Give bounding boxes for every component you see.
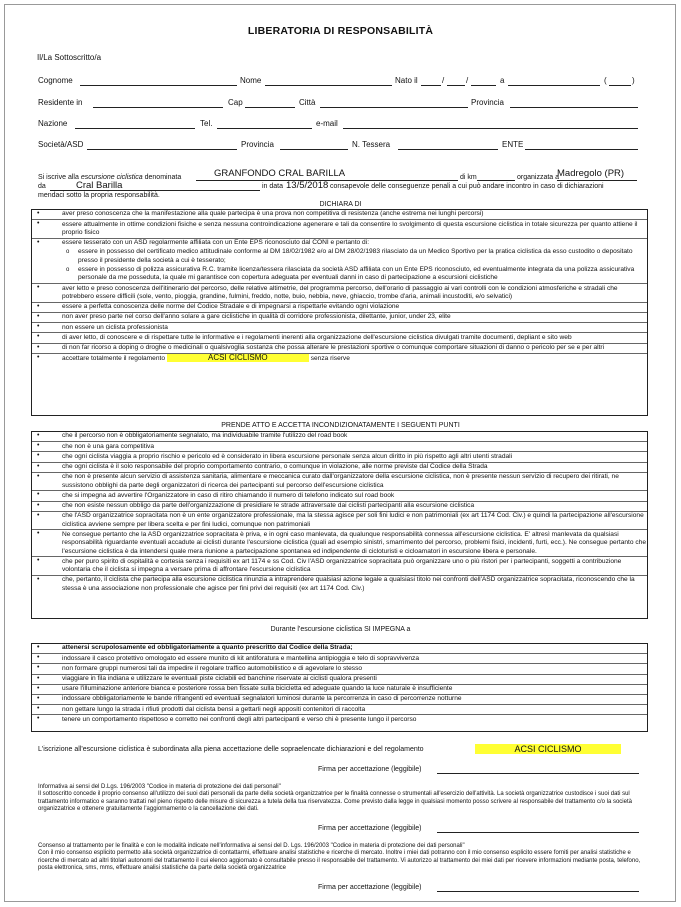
ente-label: ENTE [502, 140, 524, 149]
list-item: • non formare gruppi numerosi tali da impedire il regolare traffico automobilistico e di agevolare lo stesso [32, 664, 647, 674]
email-label: e-mail [316, 119, 338, 128]
provincia2-field[interactable] [280, 149, 348, 150]
residente-field[interactable] [93, 107, 223, 108]
cognome-field[interactable] [80, 85, 237, 86]
privacy-informativa: Informativa ai sensi del D.Lgs. 196/2003 "Codice in materia di protezione dei dati personali" Il sottoscritto concede il proprio consenso all'utilizzo dei suoi dati personali da parte della società organizzatrice per le finalità connesse o strumentali all'esercizio dell'attività. La società organizzatrice custodisce i suoi dati sul trattamento informatico e saranno trattati nel pieno rispetto delle misure di sicurezza a tutela della tua riservatezza. Come previsto dalla legge in qualsiasi momento posso scrivere al responsabile del trattamento c/o la società organizzatrice e ottenere gratuitamente l'aggiornamento o la cancellazione dei dati. [38, 784, 632, 813]
list-item: • indossare obbligatoriamente le bande rifrangenti ed eventuali segnalatori luminosi durante la percorrenza in caso di percorrenze notturne [32, 695, 647, 705]
citta-label: Città [299, 98, 316, 107]
list-item: • non aver preso parte nel corso dell'anno solare a gare ciclistiche in qualità di corridore professionista, dilettante, junior, under 23, elite [32, 313, 647, 323]
ente-field[interactable] [525, 149, 638, 150]
list-item: • che si impegna ad avvertire l'Organizzatore in caso di ritiro chiamando il numero di telefono indicato sul road book [32, 491, 647, 501]
list-item: • essere tesserato con un ASD regolarmente affiliata con un Ente EPS riconosciuto dal CONI e pertanto di: [32, 239, 647, 248]
list-item: • tenere un comportamento rispettoso e corretto nei confronti degli altri partecipanti e verso chi è presente lungo il percorso [32, 715, 647, 724]
list-item: • che ogni ciclista viaggia a proprio rischio e pericolo ed è considerato in libera escursione personale senza alcun diritto in più rispetto agli altri utenti stradali [32, 452, 647, 462]
societa-field[interactable] [87, 149, 237, 150]
list-item: • che, pertanto, il ciclista che partecipa alla escursione ciclistica rinunzia a intraprendere qualsiasi azione legale a qualsiasi titolo nei confronti dell'ASD organizzatrice sopracitata, riconoscendo che la stessa è una associazione non professionale che agisce per fini privi dei requisiti (ex art 1174 Cod. Civ.) [32, 576, 647, 594]
event-name: GRANFONDO CRAL BARILLA [214, 168, 346, 179]
birth-month-field[interactable] [447, 85, 465, 86]
list-item: • che non è una gara competitiva [32, 442, 647, 452]
residente-label: Residente in [38, 98, 83, 107]
event-place: Madregolo (PR) [557, 168, 625, 179]
email-field[interactable] [343, 128, 638, 129]
list-item: • indossare il casco protettivo omologato ed essere munito di kit antiforatura e mantellina antipioggia e telo di sopravvivenza [32, 654, 647, 664]
nato-a-label: a [500, 76, 505, 85]
nazione-label: Nazione [38, 119, 68, 128]
signature-field-1[interactable] [437, 773, 639, 774]
prende-heading: PRENDE ATTO E ACCETTA INCONDIZIONATAMENTE I SEGUENTI PUNTI [221, 422, 460, 429]
nato-il-label: Nato il [395, 76, 418, 85]
organizer-name: Cral Barilla [76, 180, 123, 191]
firma-label-2: Firma per accettazione (leggibile) [318, 825, 422, 832]
dichiara-box [31, 209, 648, 416]
birth-province-field[interactable] [609, 85, 631, 86]
citta-field[interactable] [320, 107, 468, 108]
nazione-field[interactable] [75, 128, 195, 129]
tel-label: Tel. [200, 119, 213, 128]
cognome-label: Cognome [38, 76, 73, 85]
impegna-box [31, 643, 648, 732]
signature-field-2[interactable] [437, 832, 639, 833]
list-item: • che ogni ciclista è il solo responsabile del proprio comportamento contrario, o comunque in violazione, alle norme previste dal Codice della Strada [32, 463, 647, 473]
regolamento-highlight-2: ACSI CICLISMO [475, 744, 621, 754]
list-item: • essere attualmente in ottime condizioni fisiche e senza nessuna controindicazione agenerare e tali da consentire lo svolgimento di questa escursione ciclistica in totale sicurezza per quanto attiene il proprio fisico [32, 220, 647, 239]
list-item: o essere in possesso di polizza assicurativa R.C. tramite licenza/tessera rilasciata da società ASD affiliata con un Ente EPS riconosciuto, ed eventualmente integrata da una polizza assicurativa personale da me posseduta, la quale mi garantisce con copertura adeguata per eventuali danni in caso di partecipazione a escursioni ciclistiche [32, 266, 647, 285]
list-item: • che non è presente alcun servizio di assistenza sanitaria, alimentare e meccanica curato dall'organizzatore della escursione ciclistica, non è presente nessun servizio di recupero dei ritirati, ne sussistono obblighi da parte degli organizzatori di ricerca dei partecipanti sul percorso dell'escursione ciclistica [32, 473, 647, 492]
list-item: • aver preso conoscenza che la manifestazione alla quale partecipa è una prova non competitiva di resistenza (anche estrema nei lunghi percorsi) [32, 210, 647, 220]
list-item: • accettare totalmente il regolamento ACSI CICLISMO senza riserve [32, 354, 647, 364]
nome-field[interactable] [265, 85, 392, 86]
list-item: • che il percorso non è obbligatoriamente segnalato, ma individuabile tramite l'utilizzo del road book [32, 432, 647, 442]
list-item: • Ne consegue pertanto che la ASD organizzatrice sopracitata è priva, e in ogni caso manlevata, da qualunque responsabilità connessa all'escursione ciclistica. E' altresì manlevata da qualsiasi responsabilità riguardante eventuali accadute ai ciclisti durante l'escursione ciclistica (quali ad esempio sinistri, smarrimento del percorso, problemi fisici, incidenti, furti, ecc.). Ne consegue pertanto che l'escursione ciclistica è da intendersi quale mera riunione a partecipazione spontanea ed indipendente di cicloturisti e cicloamatori in escursione libera e personale. [32, 530, 647, 557]
list-item: • attenersi scrupolosamente ed obbligatoriamente a quanto prescritto dal Codice della Strada; [32, 644, 647, 654]
provincia-field[interactable] [510, 107, 638, 108]
list-item: • che per puro spirito di ospitalità e cortesia senza i requisiti ex art 1174 e ss Cod. Civ l'ASD organizzatrice sopracitata può organizzare uno o più ristori per i partecipanti, soggetti a contribuzione volontaria che il ciclista si impegna a versare prima di affrontare l'escursione ciclistica [32, 557, 647, 576]
firma-label-3: Firma per accettazione (leggibile) [318, 884, 422, 891]
list-item: • non gettare lungo la strada i rifiuti prodotti dal ciclista bensì a gettarli negli appositi contenitori di raccolta [32, 705, 647, 715]
cap-label: Cap [228, 98, 243, 107]
km-field[interactable] [477, 180, 515, 181]
societa-label: Società/ASD [38, 140, 84, 149]
prende-box [31, 431, 648, 619]
list-item: • di non far ricorso a doping o droghe o medicinali o qualsivoglia sostanza che possa alterare le prestazioni sportive o comunque comportare situazioni di danno o pericolo per se e per altri [32, 344, 647, 354]
list-item: • di aver letto, di conoscere e di rispettare tutte le informative e i regolamenti inerenti alla organizzazione dell'escursione ciclistica divulgati tramite documenti, depliant e sito web [32, 333, 647, 343]
privacy-consenso: Consenso al trattamento per le finalità e con le modalità indicate nell'informativa ai sensi del D. Lgs. 196/2003 "Codice in materia di protezione dei dati personali" Con il mio consenso esplicito permetto alla società organizzatrice di contattarmi, effettuare analisi statistiche e ricerche di mercato. Inoltre i miei dati potranno con il mio consenso esplicito essere forniti per analisi statistiche e ricerche di mercato ad altri titolari autonomi del trattamento il cui elenco aggiornato è consultabile presso il responsabile del trattamento. Vi autorizzo al trattamento dei miei dati per ricevere informazioni mediante posta, telefono, posta elettronica, sms, mms, effettuare analisi statistiche da parte della società organizzatrice [38, 843, 641, 872]
page-title: LIBERATORIA DI RESPONSABILITÀ [247, 25, 434, 37]
birth-day-field[interactable] [421, 85, 441, 86]
tel-field[interactable] [217, 128, 312, 129]
list-item: • usare l'illuminazione anteriore bianca e posteriore rossa ben fissate sulla bicicletta ed adeguate quando la luce naturale è insufficiente [32, 685, 647, 695]
birthplace-field[interactable] [508, 85, 600, 86]
cap-field[interactable] [245, 107, 295, 108]
firma-label-1: Firma per accettazione (leggibile) [318, 766, 422, 773]
regolamento-highlight: ACSI CICLISMO [167, 354, 309, 362]
list-item: • non essere un ciclista professionista [32, 323, 647, 333]
dichiara-heading: DICHIARA DI [319, 201, 362, 208]
list-item: o essere in possesso del certificato medico attitudinale conforme al DM 18/02/1982 e/o al DM 28/02/1983 rilasciato da un Medico Sportivo per la pratica ciclistica da esso custodito o depositato presso il presidente della società a cui è tesserato; [32, 248, 647, 266]
tessera-field[interactable] [398, 149, 498, 150]
list-item: • che l'ASD organizzatrice sopracitata non è un ente organizzatore professionale, ma la stessa agisce per soli fini ludici e non patrimoniali (ex art 1174 Cod. Civ.) e quindi la partecipazione all'escursione ciclistica avviene sempre per libera scelta e per fini ludici, comunque non patrimoniali [32, 512, 647, 531]
subordinata-text: L'iscrizione all'escursione ciclistica è subordinata alla piena accettazione delle sopraelencate dichiarazioni e del regolamento [38, 746, 424, 753]
list-item: • aver letto e preso conoscenza dell'itinerario del percorso, delle relative altimetrie, del programma percorso, dell'orario di passaggio ai vari controlli con le condizioni atmosferiche e stradali che potrebbero essere difficili (sole, vento, pioggia, grandine, fulmini, freddo, notte, buio, nebbia, neve, ghiaccio, trombe d'aria, animali incustoditi, e/o selvatici) [32, 284, 647, 303]
tessera-label: N. Tessera [352, 140, 391, 149]
birth-year-field[interactable] [471, 85, 496, 86]
intro-label: Il/La Sottoscritto/a [37, 53, 102, 62]
event-date: 13/5/2018 [286, 180, 329, 191]
list-item: • essere a perfetta conoscenza delle norme del Codice Stradale e di impegnarsi a rispettarle evitando ogni violazione [32, 303, 647, 313]
signature-field-3[interactable] [437, 891, 639, 892]
list-item: • viaggiare in fila indiana e utilizzare le eventuali piste ciclabili ed banchine riservate ai ciclisti qualora presenti [32, 675, 647, 685]
impegna-heading: Durante l'escursione ciclistica SI IMPEGNA a [270, 626, 411, 633]
list-item: • che non esiste nessun obbligo da parte dell'organizzazione di presidiare le strade attraversate dai ciclisti partecipanti alla escursione ciclistica [32, 502, 647, 512]
provincia2-label: Provincia [241, 140, 274, 149]
provincia-label: Provincia [471, 98, 504, 107]
nome-label: Nome [240, 76, 262, 85]
